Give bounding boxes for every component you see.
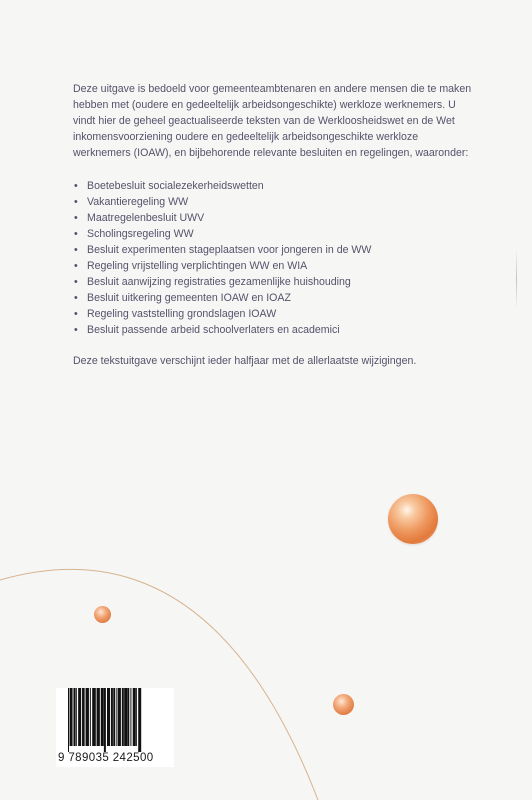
barcode-bar	[130, 688, 131, 746]
list-item	[73, 274, 493, 290]
list-item-label: Vakantieregeling WW	[87, 196, 189, 208]
barcode-bar	[122, 688, 124, 746]
barcode-bar	[70, 688, 73, 746]
bullet-icon: •	[74, 276, 78, 288]
list-item	[73, 210, 493, 226]
list-item	[73, 322, 493, 338]
list-item	[73, 306, 493, 322]
list-item-label: Besluit experimenten stageplaatsen voor jongeren in de WW	[87, 244, 372, 256]
barcode-bar	[92, 688, 95, 746]
page-edge-shadow	[516, 249, 517, 309]
list-item-label: Besluit uitkering gemeenten IOAW en IOAZ	[87, 292, 291, 304]
orange-bubble-large	[388, 494, 438, 544]
isbn-barcode	[68, 688, 172, 752]
bullet-icon: •	[74, 228, 78, 240]
barcode-bar	[107, 688, 110, 746]
barcode-bar	[116, 688, 117, 746]
bullet-icon: •	[74, 244, 78, 256]
list-item-label: Regeling vaststelling grondslagen IOAW	[87, 308, 277, 320]
barcode-bar	[133, 688, 136, 746]
closing-text: Deze tekstuitgave verschijnt ieder halfjaar met de allerlaatste wijzigingen.	[73, 355, 417, 367]
bullet-icon: •	[74, 308, 78, 320]
list-item-label: Besluit aanwijzing registraties gezamenlijke huishouding	[87, 276, 351, 288]
barcode-bar	[124, 688, 127, 746]
list-item	[73, 242, 493, 258]
bullet-icon: •	[74, 292, 78, 304]
intro-text	[73, 81, 473, 161]
bullet-icon: •	[74, 180, 78, 192]
barcode-bar	[86, 688, 89, 746]
list-item	[73, 258, 493, 274]
list-item	[73, 194, 493, 210]
barcode-bar	[95, 688, 96, 746]
orange-bubble-small	[333, 694, 354, 715]
list-item	[73, 290, 493, 306]
list-item-label: Regeling vrijstelling verplichtingen WW en WIA	[87, 260, 308, 272]
barcode-bar	[76, 688, 77, 746]
barcode-bar	[111, 688, 113, 746]
barcode-bar	[104, 688, 106, 752]
bullet-icon: •	[74, 324, 78, 336]
orange-bubble-small	[94, 606, 111, 623]
bullet-icon: •	[74, 196, 78, 208]
list-item-label: Besluit passende arbeid schoolverlaters en academici	[87, 324, 340, 336]
list-item	[73, 178, 493, 194]
regulations-list	[73, 178, 493, 338]
list-item	[73, 226, 493, 242]
list-item-label: Boetebesluit socialezekerheidswetten	[87, 180, 264, 192]
barcode-bar	[78, 688, 81, 746]
bullet-icon: •	[74, 260, 78, 272]
barcode-bar	[127, 688, 129, 746]
barcode-bar	[90, 688, 91, 746]
barcode-bar	[84, 688, 85, 746]
barcode-bar	[113, 688, 115, 746]
isbn-digits: 9 789035 242500	[58, 752, 154, 764]
barcode-bar	[101, 688, 104, 746]
barcode-bar	[136, 688, 137, 746]
barcode-bar	[118, 688, 121, 746]
barcode-bar	[138, 688, 141, 752]
list-item-label: Scholingsregeling WW	[87, 228, 194, 240]
barcode-bar	[73, 688, 75, 746]
intro-paragraph: Deze uitgave is bedoeld voor gemeenteambtenaren en andere mensen die te maken hebben met (oudere en gedeeltelijk arbeidsongeschikte) werkloze werknemers. U vindt hier de geheel geactualiseerde teksten van de Werkloosheidswet en de Wet inkomensvoorziening oudere en gedeeltelijk arbeidsongeschikte werkloze werknemers (IOAW), en bijbehorende relevante besluiten en regelingen, waaronder:	[73, 83, 472, 159]
list-item-label: Maatregelenbesluit UWV	[87, 212, 205, 224]
bullet-icon: •	[74, 212, 78, 224]
barcode-bar	[97, 688, 100, 746]
barcode-bar	[68, 688, 69, 752]
barcode-bar	[82, 688, 84, 746]
